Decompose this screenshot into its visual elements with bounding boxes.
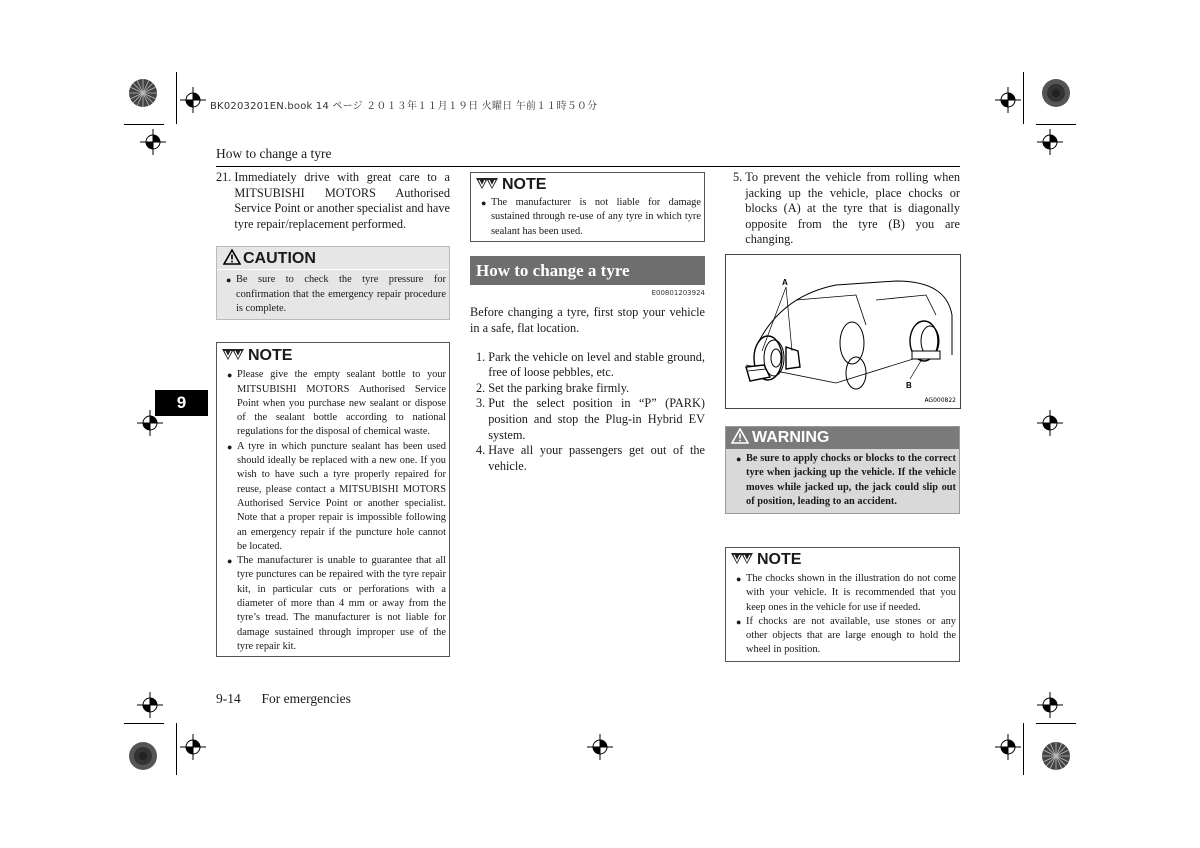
registration-mark-icon — [140, 129, 166, 155]
chapter-tab[interactable]: 9 — [155, 390, 208, 416]
warning-title: WARNING — [752, 429, 830, 446]
list-item: ● Be sure to apply chocks or blocks to the correct tyre when jacking up the vehicle. If the vehicle moves while jacked up, the jack could slip out of position, leading to an accident. — [736, 452, 956, 509]
step-5: 5. To prevent the vehicle from rolling when jacking up the vehicle, place chocks or blocks (A) at the tyre that is diagonally opposite from the tyre (B) you are changing. — [733, 170, 960, 247]
note-body — [217, 367, 449, 656]
color-bar-star-icon — [1041, 78, 1071, 108]
list-item: ● Be sure to check the tyre pressure for confirmation that the emergency repair procedure is complete. — [226, 273, 446, 316]
bullet-icon: ● — [226, 275, 232, 286]
warning-header — [726, 427, 959, 449]
caution-header — [217, 247, 449, 270]
intro-paragraph: Before changing a tyre, first stop your vehicle in a safe, flat location. — [470, 305, 705, 336]
running-head: How to change a tyre — [216, 146, 332, 161]
note-check-icon — [221, 346, 245, 366]
bullet-icon: ● — [736, 574, 742, 584]
label-a: A — [782, 278, 788, 287]
registration-mark-icon — [1037, 129, 1063, 155]
step-number: 21. — [216, 170, 232, 184]
note-header — [726, 549, 959, 571]
list-item: ● A tyre in which puncture sealant has been used should ideally be replaced with a new one. If you wish to have such a tyre properly repaired for reuse, please contact a MITSUBISHI MOTORS Authorised Service Point or another specialist. Note that a proper repair is impossible following an emergency repair if the puncture hole cannot be located. — [227, 440, 446, 554]
step-text: Immediately drive with great care to a MITSUBISHI MOTORS Authorised Service Point or another specialist and have tyre repair/replacement performed. — [234, 170, 450, 231]
list-item: ● The chocks shown in the illustration do not come with your vehicle. It is recommended that you keep ones in the vehicle for use if needed. — [736, 572, 956, 615]
label-b: B — [906, 381, 912, 390]
column-left — [216, 170, 450, 657]
caution-box — [216, 246, 450, 320]
color-bar-star-icon — [1041, 741, 1071, 771]
bullet-icon: ● — [227, 441, 233, 452]
list-item: 4. Have all your passengers get out of the vehicle. — [476, 443, 705, 473]
bullet-icon: ● — [736, 454, 742, 464]
warning-body — [726, 449, 959, 513]
page-number: 9-14 — [216, 691, 241, 706]
list-item: ● The manufacturer is unable to guarantee that all tyre punctures can be repaired with the tyre repair kit, in particular cuts or perforations with a diameter of more than 4 mm or away from the tyre’s tread. The manufacturer is not liable for damage sustained through improper use of the tyre repair kit. — [227, 554, 446, 654]
list-item: 1. Park the vehicle on level and stable ground, free of loose pebbles, etc. — [476, 349, 705, 380]
bullet-icon: ● — [227, 370, 233, 381]
list-item: ● Please give the empty sealant bottle to your MITSUBISHI MOTORS Authorised Service Point when you purchase new sealant or dispose of the sealant bottle according to national regulations for the disposal of chemical waste. — [227, 368, 446, 439]
caution-body — [217, 270, 449, 319]
list-item: 3. Put the select position in “P” (PARK) position and stop the Plug-in Hybrid EV system. — [476, 396, 705, 442]
list-item: ● The manufacturer is not liable for damage sustained through re-use of any tyre in which tyre sealant has been used. — [481, 196, 701, 239]
print-job-line: BK0203201EN.book 14 ページ ２０１３年１１月１９日 火曜日 午前１１時５０分 — [210, 101, 598, 112]
color-bar-star-icon — [128, 78, 158, 108]
color-bar-star-icon — [128, 741, 158, 771]
registration-mark-icon — [995, 87, 1021, 113]
page-footer — [216, 691, 351, 707]
note-body — [726, 571, 959, 661]
bullet-icon: ● — [227, 556, 233, 567]
note-body — [471, 196, 704, 241]
registration-mark-icon — [137, 692, 163, 718]
illustration-code: AG000822 — [924, 397, 956, 404]
list-item: 2. Set the parking brake firmly. — [476, 380, 630, 395]
steps-list — [470, 350, 705, 475]
note-header — [471, 174, 704, 196]
step-21 — [216, 170, 450, 232]
note-box — [470, 172, 705, 242]
registration-mark-icon — [1037, 410, 1063, 436]
registration-mark-icon — [1037, 692, 1063, 718]
column-right — [725, 170, 960, 248]
caution-title: CAUTION — [243, 249, 316, 267]
section-title: How to change a tyre — [470, 256, 705, 285]
note-title: NOTE — [248, 347, 293, 365]
warning-triangle-icon — [731, 428, 749, 449]
registration-mark-icon — [180, 87, 206, 113]
note-title: NOTE — [757, 551, 802, 568]
note-box — [216, 342, 450, 657]
note-box — [725, 547, 960, 662]
note-check-icon — [475, 175, 499, 195]
registration-mark-icon — [587, 734, 613, 760]
chock-illustration — [725, 254, 961, 409]
warning-box — [725, 426, 960, 514]
column-middle — [470, 172, 705, 474]
note-title: NOTE — [502, 176, 547, 194]
section-code: E00801203924 — [651, 288, 705, 297]
warning-triangle-icon — [223, 249, 241, 269]
header-rule — [216, 166, 960, 167]
list-item: ● If chocks are not available, use stones or any other objects that are large enough to hold the wheel in position. — [736, 615, 956, 658]
footer-section: For emergencies — [261, 691, 351, 706]
bullet-icon: ● — [481, 198, 487, 208]
registration-mark-icon — [180, 734, 206, 760]
note-check-icon — [730, 550, 754, 571]
registration-mark-icon — [995, 734, 1021, 760]
note-header — [217, 345, 449, 367]
bullet-icon: ● — [736, 616, 742, 627]
